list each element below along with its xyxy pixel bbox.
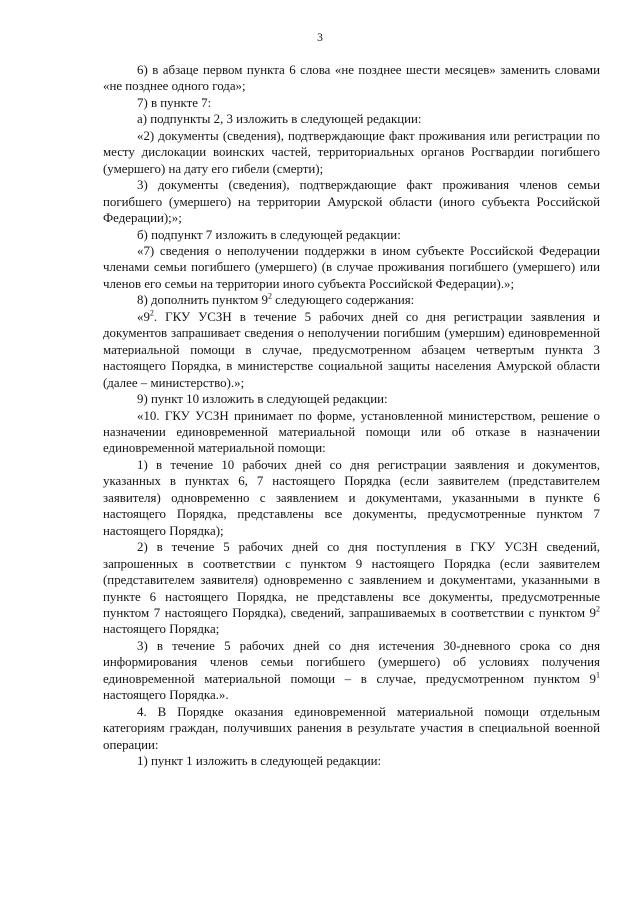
superscript: 2	[149, 308, 154, 318]
paragraph: «$9^2$. ГКУ УСЗН в течение 5 рабочих дней со дня регистрации заявления и документов запрашивает сведения о неполучении погибшим (умершим) единовременной материальной помощи в случае, предусмотренном абзацем четвертым пункта 3 настоящего Порядка, в министерстве социальной защиты населения Амурской области (далее – министерство).»;	[103, 308, 600, 390]
paragraph: 8) дополнить пунктом $9^2$ следующего содержания:	[137, 292, 415, 308]
superscript: 1	[596, 670, 600, 680]
paragraph: 3) в течение 5 рабочих дней со дня истечения 30-дневного срока со дня информирования членов семьи погибшего (умершего) об условиях получения единовременной материальной помощи – в случае, предусмотренном пунктом $9^1$ настоящего Порядка.».	[103, 638, 600, 703]
page-number: 3	[317, 32, 323, 44]
paragraph: б) подпункт 7 изложить в следующей редакции:	[137, 227, 401, 242]
paragraph: 1) в течение 10 рабочих дней со дня регистрации заявления и документов, указанных в пунктах 6, 7 настоящего Порядка (если заявителем (представителем заявителя) одновременно с заявлением и документами, указанными в пункте 6 настоящего Порядка, представлены все документы, предусмотренные пунктом 7 настоящего Порядка);	[103, 457, 600, 538]
paragraph: «2) документы (сведения), подтверждающие факт проживания или регистрации по месту дислокации воинских частей, территориальных органов Росгвардии погибшего (умершего) на дату его гибели (смерти);	[103, 128, 600, 176]
paragraph: 9) пункт 10 изложить в следующей редакции:	[137, 392, 388, 407]
document-body	[103, 62, 600, 769]
paragraph: 1) пункт 1 изложить в следующей редакции:	[137, 754, 382, 769]
superscript: 2	[267, 292, 272, 302]
paragraph: 7) в пункте 7:	[137, 95, 212, 110]
paragraph: 2) в течение 5 рабочих дней со дня поступления в ГКУ УСЗН сведений, запрошенных в соответствии с пунктом 9 настоящего Порядка (если заявителем (представителем заявителя) одновременно с заявлением и документами, указанными в пункте 6 настоящего Порядка, не представлены все документы, предусмотренные пунктом 7 настоящего Порядка), сведений, запрашиваемых в соответствии с пунктом $9^2$ настоящего Порядка;	[103, 540, 600, 637]
paragraph: «7) сведения о неполучении поддержки в ином субъекте Российской Федерации членами семьи погибшего (умершего) (в случае проживания погибшего (умершего) или членов его семьи на территории иного субъекта Российской Федерации).»;	[103, 243, 600, 291]
superscript: 2	[596, 604, 600, 614]
paragraph: 6) в абзаце первом пункта 6 слова «не позднее шести месяцев» заменить словами «не позднее одного года»;	[103, 63, 600, 94]
paragraph: 4. В Порядке оказания единовременной материальной помощи отдельным категориям граждан, получивших ранения в результате участия в специальной военной операции:	[103, 704, 600, 752]
paragraph: «10. ГКУ УСЗН принимает по форме, установленной министерством, решение о назначении единовременной материальной помощи или об отказе в назначении единовременной материальной помощи:	[103, 408, 600, 456]
paragraph: 3) документы (сведения), подтверждающие факт проживания членов семьи погибшего (умершего) на территории Амурской области (иного субъекта Российской Федерации);»;	[103, 178, 600, 226]
paragraph: а) подпункты 2, 3 изложить в следующей редакции:	[137, 112, 422, 127]
